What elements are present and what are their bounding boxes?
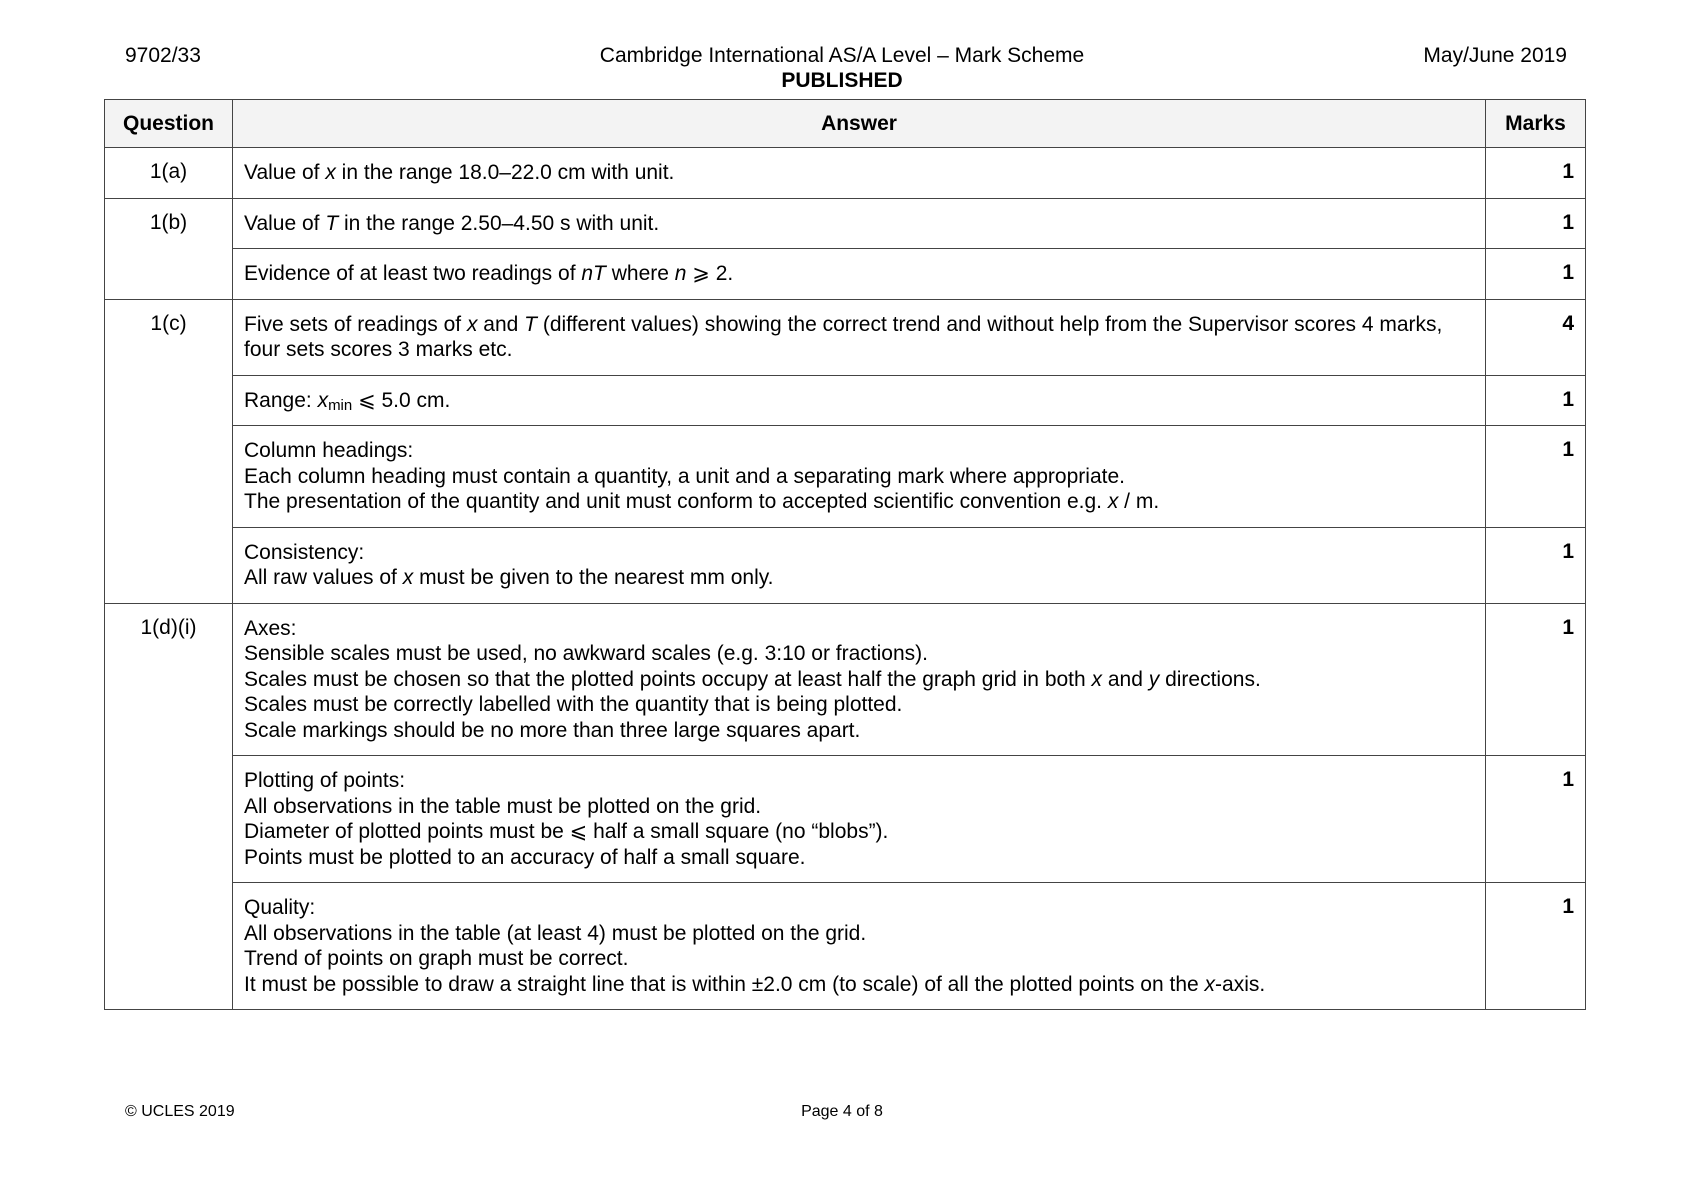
answer-line: All raw values of x must be given to the nearest mm only.: [244, 566, 774, 589]
table-row: [105, 375, 1586, 426]
answer-line: Each column heading must contain a quantity, a unit and a separating mark where appropriate.: [244, 464, 1125, 488]
question-cell: 1(c): [105, 299, 233, 603]
answer-cell: [233, 198, 1486, 249]
answer-line: Value of T in the range 2.50–4.50 s with unit.: [244, 211, 660, 235]
marks-cell: 1: [1486, 527, 1586, 603]
answer-line: It must be possible to draw a straight line that is within ±2.0 cm (to scale) of all the plotted points on the x-axis.: [244, 972, 1266, 996]
answer-line: Scales must be chosen so that the plotted points occupy at least half the graph grid in both x and y directions.: [244, 667, 1261, 691]
answer-line: The presentation of the quantity and unit must conform to accepted scientific convention e.g. x / m.: [244, 490, 1160, 513]
answer-cell: [233, 603, 1486, 756]
answer-cell: [233, 426, 1486, 528]
marks-cell: 1: [1486, 756, 1586, 883]
answer-line: Axes:: [244, 616, 297, 640]
answer-cell: [233, 375, 1486, 426]
published-label: PUBLISHED: [781, 69, 903, 92]
question-column-header: Question: [105, 100, 233, 148]
marks-cell: 1: [1486, 883, 1586, 1010]
answer-line: Scales must be correctly labelled with the quantity that is being plotted.: [244, 693, 903, 716]
answer-cell: [233, 883, 1486, 1010]
table-row: [105, 426, 1586, 528]
mark-scheme-table: [104, 99, 1586, 1010]
marks-cell: 4: [1486, 299, 1586, 375]
answer-line: Five sets of readings of x and T (different values) showing the correct trend and without help from the Supervisor scores 4 marks, four sets scores 3 marks etc.: [244, 312, 1443, 361]
answer-line: Trend of points on graph must be correct.: [244, 947, 629, 970]
answer-line: Range: $x_{min}$ ⩽ 5.0 cm.: [244, 388, 451, 414]
answer-line: Column headings:: [244, 439, 414, 462]
answer-line: Value of x in the range 18.0–22.0 cm with unit.: [244, 161, 675, 184]
answer-line: All observations in the table must be plotted on the grid.: [244, 794, 762, 818]
page-number: Page 4 of 8: [801, 1103, 883, 1120]
marks-cell: 1: [1486, 426, 1586, 528]
question-cell: 1(a): [105, 148, 233, 199]
table-row: [105, 883, 1586, 1010]
answer-line: Points must be plotted to an accuracy of half a small square.: [244, 845, 806, 869]
question-cell: 1(b): [105, 198, 233, 299]
answer-line: Diameter of plotted points must be ⩽ half a small square (no “blobs”).: [244, 820, 889, 843]
answer-cell: [233, 527, 1486, 603]
table-header-row: [105, 100, 1586, 148]
marks-cell: 1: [1486, 249, 1586, 300]
marks-column-header: Marks: [1486, 100, 1586, 148]
answer-line: Consistency:: [244, 540, 365, 564]
table-row: [105, 198, 1586, 249]
marks-cell: 1: [1486, 375, 1586, 426]
answer-line: Plotting of points:: [244, 769, 406, 792]
answer-column-header: Answer: [233, 100, 1486, 148]
marks-cell: 1: [1486, 148, 1586, 199]
answer-line: Sensible scales must be used, no awkward scales (e.g. 3:10 or fractions).: [244, 642, 928, 665]
table-row: [105, 756, 1586, 883]
table-row: [105, 603, 1586, 756]
marks-cell: 1: [1486, 603, 1586, 756]
answer-line: All observations in the table (at least 4) must be plotted on the grid.: [244, 921, 867, 945]
table-row: [105, 299, 1586, 375]
answer-cell: [233, 148, 1486, 199]
answer-line: Scale markings should be no more than three large squares apart.: [244, 718, 861, 742]
question-cell: 1(d)(i): [105, 603, 233, 1010]
table-row: [105, 249, 1586, 300]
answer-line: Quality:: [244, 896, 316, 919]
answer-cell: [233, 756, 1486, 883]
table-row: [105, 527, 1586, 603]
table-row: [105, 148, 1586, 199]
marks-cell: 1: [1486, 198, 1586, 249]
document-title: Cambridge International AS/A Level – Mark Scheme: [599, 44, 1085, 67]
answer-cell: [233, 299, 1486, 375]
paper-code: 9702/33: [125, 44, 201, 67]
answer-line: Evidence of at least two readings of nT where n ⩾ 2.: [244, 262, 734, 285]
copyright-notice: © UCLES 2019: [125, 1103, 235, 1120]
answer-cell: [233, 249, 1486, 300]
exam-session: May/June 2019: [1423, 44, 1567, 67]
